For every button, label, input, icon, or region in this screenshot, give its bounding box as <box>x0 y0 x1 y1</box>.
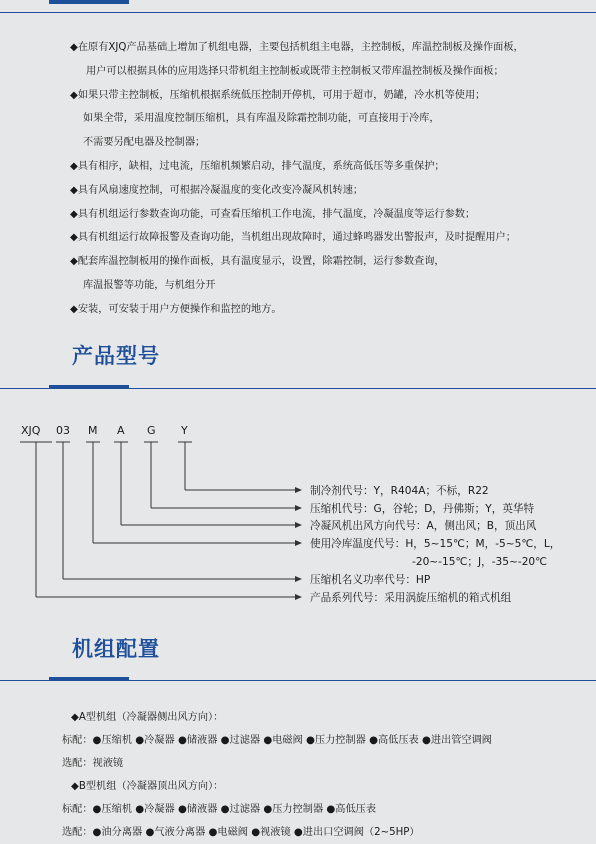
feature-line: ◆在原有XJQ产品基础上增加了机组电器，主要包括机组主电器，主控制板，库温控制板及操作面板， <box>70 42 524 53</box>
feature-line: 用户可以根据具体的应用选择只带机组主控制板或既带主控制板又带库温控制板及操作面板； <box>86 65 504 77</box>
model-section-title: 产品型号 <box>72 344 160 368</box>
top-accent-bar <box>49 0 129 4</box>
feature-line: ◆安装，可安装于用户方便操作和监控的地方。 <box>70 303 282 315</box>
config-optional-a: 选配：视液镜 <box>62 757 124 769</box>
model-desc-temp: 使用冷库温度代号：H，5~15℃；M，-5~5℃，L， <box>310 538 561 550</box>
model-desc-power: 压缩机名义功率代号：HP <box>310 574 431 586</box>
model-code-temp: M <box>88 424 98 437</box>
model-code-fan: A <box>117 424 125 437</box>
top-divider <box>0 12 596 13</box>
model-divider <box>0 388 596 389</box>
feature-line: ◆配套库温控制板用的操作面板，具有温度显示，设置，除霜控制，运行参数查询， <box>70 256 445 268</box>
config-divider <box>0 680 596 681</box>
model-desc-compressor: 压缩机代号：G，谷轮；D，丹佛斯；Y，英华特 <box>310 503 535 515</box>
feature-line: 库温报警等功能，与机组分开 <box>83 279 216 291</box>
config-section-title: 机组配置 <box>72 637 160 661</box>
config-heading-b: ◆B型机组（冷凝器顶出风方向）： <box>71 780 224 792</box>
model-code-compressor: G <box>147 424 156 437</box>
feature-line: ◆具有风扇速度控制，可根据冷凝温度的变化改变冷凝风机转速； <box>70 184 364 196</box>
feature-line: ◆具有相序，缺相，过电流，压缩机频繁启动，排气温度，系统高低压等多重保护； <box>70 160 445 172</box>
feature-line: ◆具有机组运行故障报警及查询功能，当机组出现故障时，通过蜂鸣器发出警报声，及时提醒用户； <box>70 232 516 244</box>
model-desc-series: 产品系列代号：采用涡旋压缩机的箱式机组 <box>310 592 512 604</box>
feature-list <box>70 36 575 322</box>
model-code-refrigerant: Y <box>181 424 188 437</box>
config-list <box>62 707 582 844</box>
feature-line: 如果全带，采用温度控制压缩机，具有库温及除霜控制功能，可直接用于冷库， <box>83 113 440 125</box>
model-desc-fan: 冷凝风机出风方向代号：A，侧出风；B，顶出风 <box>310 520 537 532</box>
config-standard-b: 标配：●压缩机 ●冷凝器 ●储液器 ●过滤器 ●压力控制器 ●高低压表 <box>62 803 377 815</box>
model-code-power: 03 <box>56 424 70 437</box>
model-code-series: XJQ <box>21 424 41 437</box>
model-desc-temp-cont: -20~-15℃；J，-35~-20℃ <box>412 556 548 568</box>
model-code-diagram <box>0 418 596 618</box>
config-optional-b: 选配：●油分离器 ●气液分离器 ●电磁阀 ●视液镜 ●进出口空调阀（2~5HP） <box>62 826 420 838</box>
config-standard-a: 标配：●压缩机 ●冷凝器 ●储液器 ●过滤器 ●电磁阀 ●压力控制器 ●高低压表 ●进出管空调阀 <box>62 734 492 746</box>
feature-line: ◆具有机组运行参数查询功能，可查看压缩机工作电流，排气温度，冷凝温度等运行参数； <box>70 208 476 220</box>
model-desc-refrigerant: 制冷剂代号：Y，R404A；不标，R22 <box>310 485 489 497</box>
feature-line: 不需要另配电器及控制器； <box>83 137 206 149</box>
config-heading-a: ◆A型机组（冷凝器侧出风方向）： <box>71 712 224 723</box>
feature-line: ◆如果只带主控制板，压缩机根据系统低压控制开停机，可用于超市，奶罐，冷水机等使用； <box>70 89 486 101</box>
